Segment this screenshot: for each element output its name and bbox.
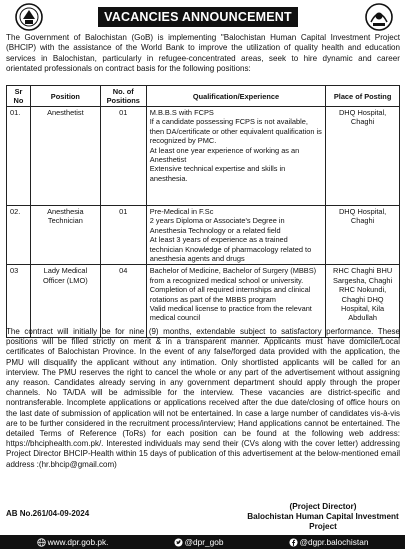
facebook-icon [289,538,298,547]
page-title: VACANCIES ANNOUNCEMENT [98,7,298,27]
row-count: 04 [100,265,146,338]
row-count: 01 [100,107,146,206]
row-sr: 03 [7,265,31,338]
qualification-line: At least one year experience of working as an Anesthetist [149,145,300,165]
qualification-line: If a candidate possessing FCPS is not available, then DA/certificate or other equivalent qualification is recognized by PMC. [149,117,322,146]
row-sr: 02. [7,206,31,265]
qualification-line: Valid medical license to practice from the relevant medical council [149,304,312,323]
signatory-role: (Project Director) [289,502,357,511]
table-row [7,206,400,265]
row-place: DHQ Hospital, Chaghi [326,206,400,265]
col-header-position: Position [30,86,100,107]
qualification-line: Bachelor of Medicine, Bachelor of Surgery (MBBS) from a recognized medical school or university. [149,266,317,285]
government-emblem-icon [14,2,44,32]
qualification-line: Completion of all required internships and clinical rotations as part of the MBBS program [149,285,311,304]
signature-block [246,502,400,532]
twitter-icon [174,538,183,547]
col-header-place: Place of Posting [326,86,400,107]
qualification-line: M.B.B.S with FCPS [149,108,214,117]
qualification-line: Extensive technical expertise and skills in anesthesia. [149,164,286,183]
balochistan-emblem-icon [364,2,394,32]
terms-paragraph: The contract will initially be for nine (9) months, extendable subject to satisfactory performance. These positions will be filled strictly on merit & in a transparent manner. Applicants must have domicile/Local certificates of Balochistan Province. In the event of any false/forged data provided with the application, the PMU will disqualify the applicant without any intimation. Only shortlisted applicants will be called for an interview. The PMU reserves the right to cancel the whole or any part of the advertisement without assigning any reason. Candidates already serving in any government department should apply through the proper channels. No TA/DA will be admissible for the interview. These vacancies are district-specific and nontransferable. Incomplete applications or applications received after the due date/closing of office hours on the last date of submission of application will not be entertained. In case a large number of candidates vis-à-vis are to be further considered in the recruitment process/interview; Hand applications cannot be entertained. The detailed Terms of Reference (ToRs) for each position can be found at the following web address: https://bhciphealth.com.pk/. Interested individuals may send their (CVs along with the cover letter) addressing Project Director BHCIP-Health within 15 days of publication of this advertisement at the below-mentioned email address :(hr.bhcip@gmail.com) [6,327,400,469]
col-header-qualification: Qualification/Experience [146,86,325,107]
row-position: Anesthetist [30,107,100,206]
row-place: DHQ Hospital, Chaghi [326,107,400,206]
footer-web-link[interactable] [37,537,109,547]
qualification-line: Pre-Medical in F.Sc [149,207,214,216]
footer-bar [0,535,405,549]
qualification-line: 2 years Diploma or Associate's Degree in Anesthesia Technology or a related field [149,216,285,235]
footer-twitter-link[interactable] [174,537,224,547]
row-qualification [146,107,325,206]
footer-facebook-link[interactable] [289,537,369,547]
globe-icon [37,538,46,547]
ad-number: AB No.261/04-09-2024 [6,509,90,518]
row-position: Anesthesia Technician [30,206,100,265]
col-header-sr: Sr No [7,86,31,107]
twitter-handle: @dpr_gob [184,537,224,547]
row-count: 01 [100,206,146,265]
table-header-row [7,86,400,107]
intro-paragraph: The Government of Balochistan (GoB) is implementing "Balochistan Human Capital Investment Project (BHCIP) with the assistance of the World Bank to improve the utilization of quality health and education services in Balochistan, particularly in refugee-concentrated areas, seek to hire dynamic and career orientated professionals on contract basis for the following positions: [6,33,400,73]
web-link-text: www.dpr.gob.pk. [47,537,109,547]
facebook-handle: @dgpr.balochistan [299,537,369,547]
row-position: Lady Medical Officer (LMO) [30,265,100,338]
signatory-organization: Balochistan Human Capital Investment Project [247,512,399,531]
row-place: RHC Chaghi BHU Sargesha, Chaghi RHC Nokundi, Chaghi DHQ Hospital, Kila Abdullah [326,265,400,338]
row-sr: 01. [7,107,31,206]
table-row [7,107,400,206]
row-qualification [146,206,325,265]
qualification-line: At least 3 years of experience as a trained technician Knowledge of pharmacology related to anesthesia agents and drugs [149,235,312,264]
vacancies-table [6,85,400,338]
col-header-positions-count: No. of Positions [100,86,146,107]
